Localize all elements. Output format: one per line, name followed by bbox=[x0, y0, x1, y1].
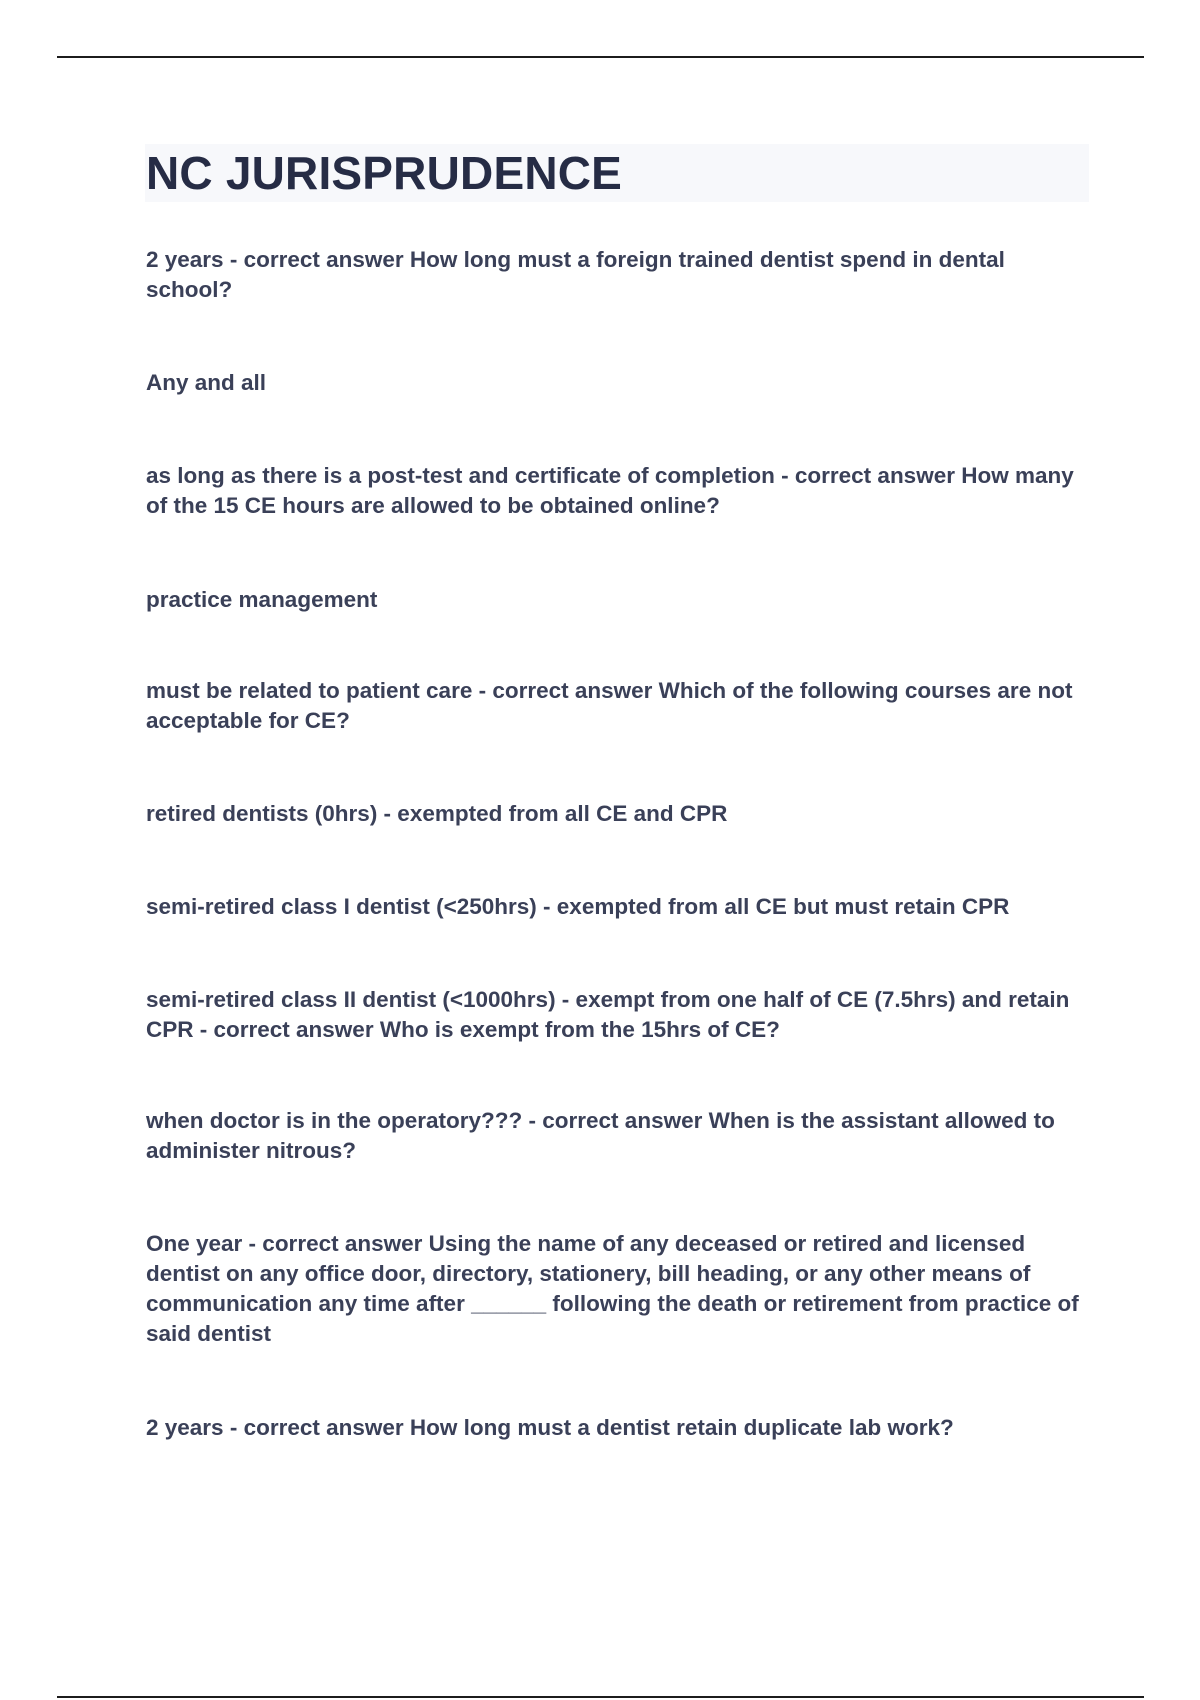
qa-entry: semi-retired class I dentist (<250hrs) - exempted from all CE but must retain CPR bbox=[146, 894, 1010, 919]
qa-entry: 2 years - correct answer How long must a dentist retain duplicate lab work? bbox=[146, 1415, 954, 1440]
qa-entry: semi-retired class II dentist (<1000hrs) - exempt from one half of CE (7.5hrs) and retain CPR - correct answer Who is exempt from the 15hrs of CE? bbox=[146, 987, 1070, 1042]
qa-entry: Any and all bbox=[146, 370, 267, 395]
qa-entry: retired dentists (0hrs) - exempted from all CE and CPR bbox=[146, 801, 728, 826]
qa-entry: One year - correct answer Using the name of any deceased or retired and licensed dentist on any office door, directory, stationery, bill heading, or any other means of communication any time after ______ following the death or retirement from practice of said dentist bbox=[146, 1231, 1079, 1346]
qa-entry: when doctor is in the operatory??? - correct answer When is the assistant allowed to administer nitrous? bbox=[146, 1108, 1055, 1163]
footer-rule bbox=[57, 1696, 1144, 1698]
qa-entry: 2 years - correct answer How long must a foreign trained dentist spend in dental school? bbox=[146, 247, 1005, 302]
document-title: NC JURISPRUDENCE bbox=[146, 147, 623, 199]
qa-entry: must be related to patient care - correct answer Which of the following courses are not acceptable for CE? bbox=[146, 678, 1073, 733]
qa-entry: practice management bbox=[146, 587, 378, 612]
header-rule bbox=[57, 56, 1144, 58]
qa-entry: as long as there is a post-test and certificate of completion - correct answer How many of the 15 CE hours are allowed to be obtained online? bbox=[146, 463, 1074, 518]
